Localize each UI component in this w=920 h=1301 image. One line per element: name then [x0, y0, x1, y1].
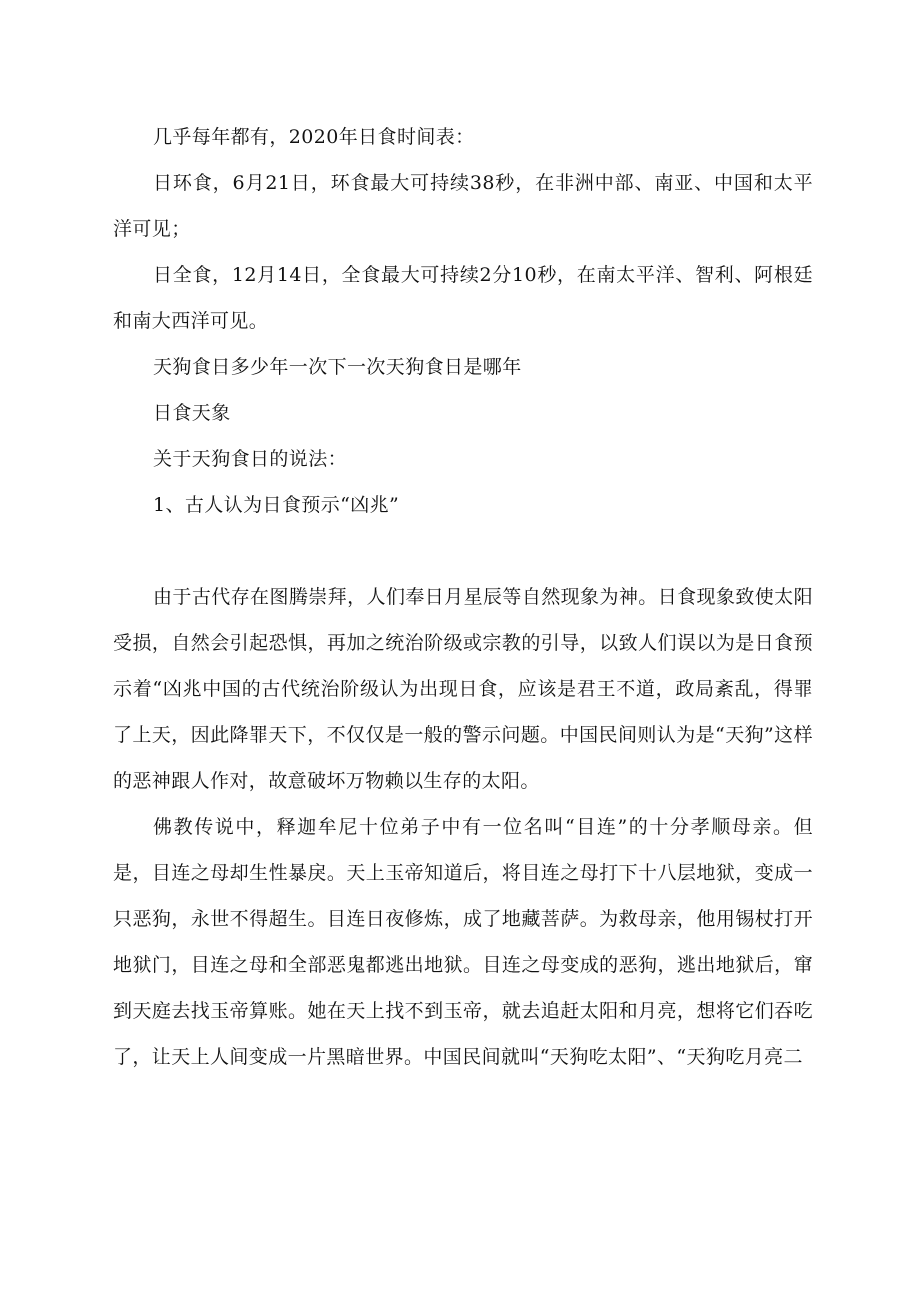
paragraph-buddhist-legend: 佛教传说中，释迦牟尼十位弟子中有一位名叫“目连”的十分孝顺母亲。但是，目连之母却生性暴戾。天上玉帝知道后，将目连之母打下十八层地狱，变成一只恶狗，永世不得超生。目连日夜修炼，成了地藏菩萨。为救母亲，他用锡杖打开地狱门，目连之母和全部恶鬼都逃出地狱。目连之母变成的恶狗，逃出地狱后，窜到天庭去找玉帝算账。她在天上找不到玉帝，就去追赶太阳和月亮，想将它们吞吃了，让天上人间变成一片黑暗世界。中国民间就叫“天狗吃太阳”、“天狗吃月亮二 — [113, 816, 813, 1068]
list-item-ancient-omen: 1、古人认为日食预示“凶兆” — [153, 494, 400, 516]
section-heading-tiangou-sayings: 关于天狗食日的说法： — [153, 448, 348, 470]
section-heading-tiangou-frequency: 天狗食日多少年一次下一次天狗食日是哪年 — [153, 356, 522, 378]
paragraph-schedule-intro: 几乎每年都有，2020年日食时间表： — [153, 126, 475, 148]
paragraph-total-eclipse: 日全食，12月14日，全食最大可持续2分10秒，在南太平洋、智利、阿根廷和南大西洋可见。 — [113, 264, 813, 332]
paragraph-ancient-beliefs: 由于古代存在图腾崇拜，人们奉日月星辰等自然现象为神。日食现象致使太阳受损，自然会引起恐惧，再加之统治阶级或宗教的引导，以致人们误以为是日食预示着“凶兆中国的古代统治阶级认为出现日食，应该是君王不道，政局紊乱，得罪了上天，因此降罪天下，不仅仅是一般的警示问题。中国民间则认为是“天狗”这样的恶神跟人作对，故意破坏万物赖以生存的太阳。 — [113, 586, 813, 792]
section-heading-eclipse-phenomenon: 日食天象 — [153, 402, 231, 424]
paragraph-annular-eclipse: 日环食，6月21日，环食最大可持续38秒，在非洲中部、南亚、中国和太平洋可见； — [113, 172, 813, 240]
